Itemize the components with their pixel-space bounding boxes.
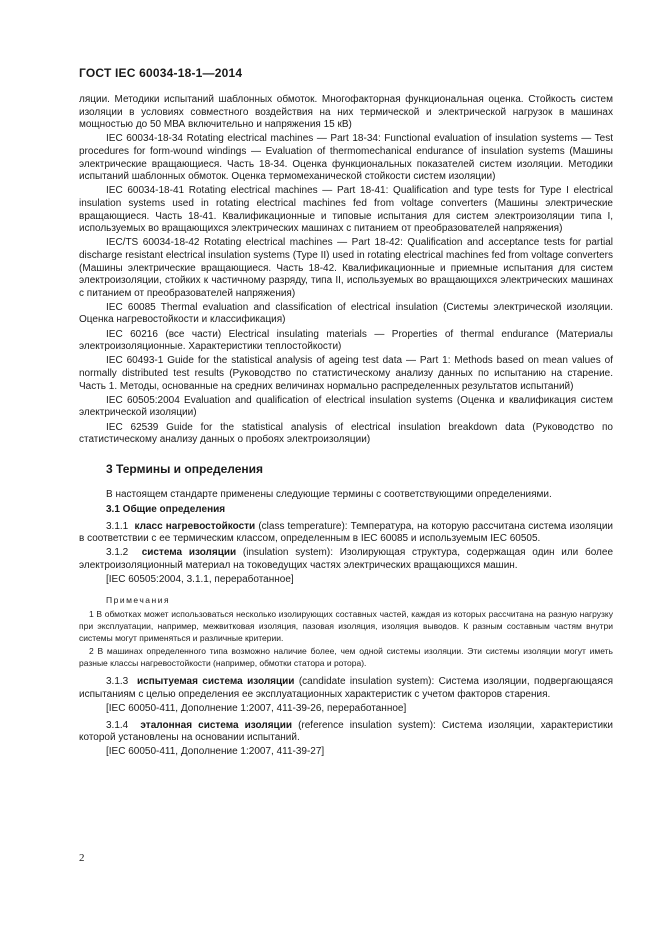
notes-title: Примечания: [106, 594, 171, 605]
definition-text: (insulation system): Изолирующая структура, содержащая один или более электроизоляционный материал на токоведущих частях электрических вращающихся машин.: [79, 547, 614, 571]
page-number: 2: [79, 852, 85, 864]
note: 1 В обмотках может использоваться несколько изолирующих составных частей, каждая из которых рассчитана на разную нагрузку при эксплуатации, например, межвитковая изоляция, пазовая изоляция, изоляция выводов. К разным составным частям внутри системы могут применяться и различные критерии.: [79, 609, 613, 644]
definition-3-1-1: [79, 521, 613, 546]
definition-text: (class temperature): Температура, на которую рассчитана система изоляции в соответствии с ее термическим классом, определенным в IEC 60085 и используемым IEC 60505.: [79, 520, 613, 545]
definition-number: 3.1.1: [106, 520, 129, 532]
paragraph: IEC 60034-18-41 Rotating electrical machines — Part 18-41: Qualification and type tests for Type I electrical insulation systems used in rotating electrical machines fed from voltage converters (Машины электрические вращающиеся. Часть 18-41. Квалификационные и типовые испытания для систем электроизоляции типа I, используемых во вращающихся электрических машинах с питанием от преобразователей напряжения): [79, 185, 613, 235]
paragraph: IEC 60505:2004 Evaluation and qualification of electrical insulation systems (Оценка и квалификация систем электрической изоляции): [79, 394, 613, 419]
definition-number: 3.1.2: [106, 547, 129, 559]
subsection-heading: 3.1 Общие определения: [106, 503, 226, 515]
definition-term: система изоляции: [141, 547, 237, 559]
definition-3-1-4: [79, 720, 613, 745]
note: 2 В машинах определенного типа возможно наличие более, чем одной системы изоляции. Эти системы изоляции могут иметь разные классы нагревостойкости (например, обмотки статора и ротора).: [79, 646, 613, 669]
definition-reference: [IEC 60050-411, Дополнение 1:2007, 411-39-26, переработанное]: [106, 703, 407, 715]
document-body: [79, 94, 613, 763]
paragraph: IEC 62539 Guide for the statistical analysis of electrical insulation breakdown data (Руководство по статистическому анализу данных о пробоях электроизоляции): [79, 421, 613, 446]
definition-text: (candidate insulation system): Система изоляции, подвергающаяся испытаниям с целью определения ее эксплуатационных характеристик с учетом факторов старения.: [79, 676, 614, 700]
paragraph: IEC 60216 (все части) Electrical insulating materials — Properties of thermal endurance (Материалы электроизоляционные. Характеристики теплостойкости): [79, 328, 613, 353]
definition-term: класс нагревостойкости: [134, 520, 256, 532]
paragraph: ляции. Методики испытаний шаблонных обмоток. Многофакторная функциональная оценка. Стойкость систем изоляции в условиях совместного воздействия на них термической и электрической нагрузок в машинах мощностью до 50 МВА включительно и напряжения 15 кВ): [79, 94, 613, 131]
section-heading: 3 Термины и определения: [106, 461, 264, 476]
paragraph: IEC 60493-1 Guide for the statistical analysis of ageing test data — Part 1: Methods based on mean values of normally distributed test results (Руководство по статистическому анализу данных по испытанию на старение. Часть 1. Методы, основанные на средних величинах нормально распределенных результатов испытаний): [79, 355, 613, 392]
paragraph: IEC 60085 Thermal evaluation and classification of electrical insulation (Системы электрической изоляции. Оценка нагревостойкости и классификация): [79, 301, 613, 326]
definition-3-1-3: [79, 676, 613, 701]
paragraph: IEC/TS 60034-18-42 Rotating electrical machines — Part 18-42: Qualification and acceptance tests for partial discharge resistant electrical insulation systems (Type II) used in rotating electrical machines fed from voltage converters (Машины электрические вращающиеся. Часть 18-42. Квалификационные и приемные испытания для систем электроизоляции, стойких к частичному разряду, типа II, используемых во вращающихся электрических машинах с питанием от преобразователей напряжения): [79, 237, 613, 299]
section-intro: В настоящем стандарте применены следующие термины с соответствующими определениями.: [106, 489, 552, 501]
document-header: ГОСТ IEC 60034-18-1—2014: [79, 66, 243, 80]
definition-text: (reference insulation system): Система изоляции, характеристики которой установлены на основании испытаний.: [79, 719, 614, 744]
definition-number: 3.1.4: [106, 719, 129, 731]
definition-reference: [IEC 60050-411, Дополнение 1:2007, 411-39-27]: [106, 746, 325, 758]
definition-term: эталонная система изоляции: [140, 719, 292, 731]
paragraph: IEC 60034-18-34 Rotating electrical machines — Part 18-34: Functional evaluation of insulation systems — Test procedures for form-wound windings — Evaluation of thermomechanical endurance of insulation systems (Машины электрические вращающиеся. Часть 18-34. Оценка функциональных показателей систем изоляции. Методики испытаний шаблонных обмоток. Оценка термомеханической стойкости систем изоляции): [79, 133, 613, 183]
definition-reference: [IEC 60505:2004, 3.1.1, переработанное]: [106, 574, 294, 586]
definition-number: 3.1.3: [106, 676, 129, 688]
definition-3-1-2: [79, 547, 613, 572]
definition-term: испытуемая система изоляции: [136, 676, 295, 688]
